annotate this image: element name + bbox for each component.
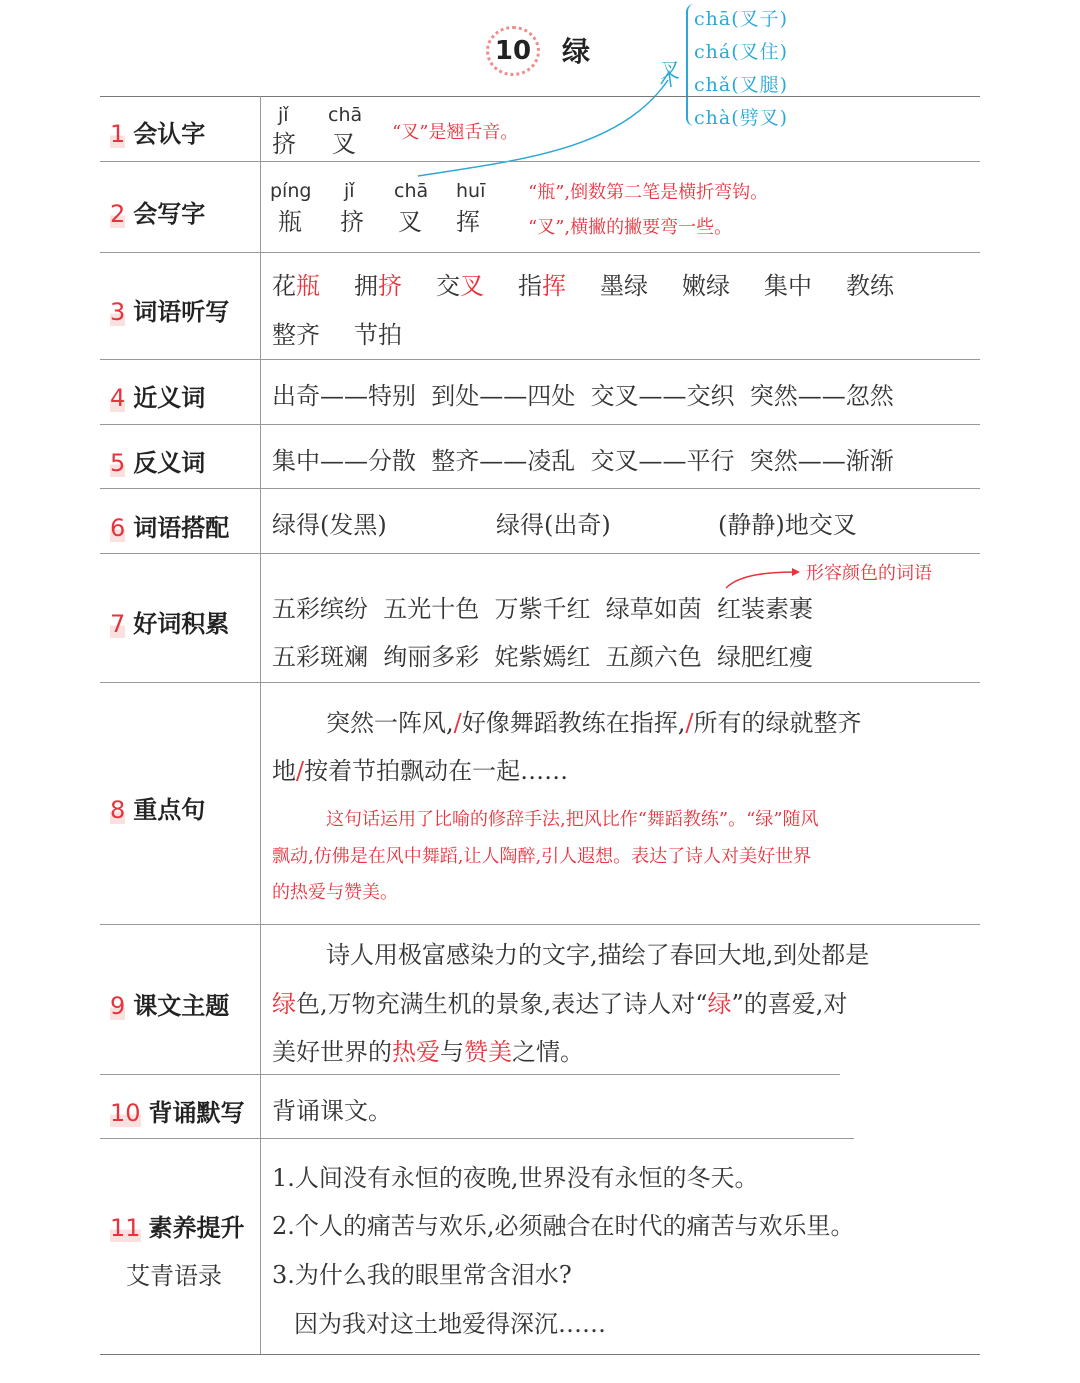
pinyin: huī xyxy=(456,180,486,202)
reading-item: chā(叉子) xyxy=(694,8,789,30)
char: 瓶 xyxy=(278,208,302,236)
row-label-3: 3 词语听写 xyxy=(110,298,230,326)
row-divider xyxy=(100,553,980,554)
row-label-5: 5 反义词 xyxy=(110,449,206,477)
row-sublabel: 艾青语录 xyxy=(126,1262,222,1290)
column-divider xyxy=(260,96,261,1354)
row-label-2: 2 会写字 xyxy=(110,200,206,228)
char: 挤 xyxy=(340,208,364,236)
lesson-number: 10 xyxy=(494,36,532,66)
reading-item: chǎ(叉腿) xyxy=(694,74,789,96)
pinyin: jǐ xyxy=(344,180,355,202)
lesson-title: 绿 xyxy=(562,35,591,68)
theme-line: 绿色,万物充满生机的景象,表达了诗人对“绿”的喜爱,对 xyxy=(272,990,848,1018)
word: 整齐 xyxy=(272,321,320,349)
analysis-note: 飘动,仿佛是在风中舞蹈,让人陶醉,引人遐想。表达了诗人对美好世界 xyxy=(272,846,812,867)
row-divider xyxy=(100,424,980,425)
table-top-rule xyxy=(100,96,980,97)
pinyin: píng xyxy=(270,180,312,202)
word: 交叉 xyxy=(436,272,484,300)
char: 叉 xyxy=(332,130,356,158)
word: 墨绿 xyxy=(600,272,648,300)
analysis-note: 的热爱与赞美。 xyxy=(272,882,398,903)
synonym-list: 出奇——特别 到处——四处 交叉——交织 突然——忽然 xyxy=(272,382,894,410)
collocation: 绿得(发黑) xyxy=(272,511,387,539)
row-label-9: 9 课文主题 xyxy=(110,992,230,1020)
row-label-11: 11 素养提升 xyxy=(110,1214,245,1242)
word: 拥挤 xyxy=(354,272,402,300)
pinyin: jǐ xyxy=(278,104,289,126)
row-divider xyxy=(100,1074,840,1075)
quote-line: 因为我对这土地爱得深沉…… xyxy=(294,1310,606,1338)
row2-note: “叉”,横撇的撇要弯一些。 xyxy=(528,217,733,238)
char: 叉 xyxy=(398,208,422,236)
quote-line: 1.人间没有永恒的夜晚,世界没有永恒的冬天。 xyxy=(272,1164,759,1192)
row-label-7: 7 好词积累 xyxy=(110,610,230,638)
analysis-note: 这句话运用了比喻的修辞手法,把风比作“舞蹈教练”。“绿”随风 xyxy=(326,809,819,830)
reading-item: chá(叉住) xyxy=(694,41,789,63)
quote-line: 2.个人的痛苦与欢乐,必须融合在时代的痛苦与欢乐里。 xyxy=(272,1212,855,1240)
pinyin: chā xyxy=(394,180,429,202)
word: 节拍 xyxy=(354,321,402,349)
word: 教练 xyxy=(846,272,894,300)
theme-line: 美好世界的热爱与赞美之情。 xyxy=(272,1038,584,1066)
row-divider xyxy=(100,161,980,162)
word: 指挥 xyxy=(518,272,566,300)
row2-note: “瓶”,倒数第二笔是横折弯钩。 xyxy=(528,182,769,203)
collocation: 绿得(出奇) xyxy=(496,511,611,539)
theme-line: 诗人用极富感染力的文字,描绘了春回大地,到处都是 xyxy=(326,941,870,969)
annotation-arrow xyxy=(720,560,810,590)
word: 花瓶 xyxy=(272,272,320,300)
antonym-list: 集中——分散 整齐——凌乱 交叉——平行 突然——渐渐 xyxy=(272,447,894,475)
char: 挤 xyxy=(272,130,296,158)
color-words-annotation: 形容颜色的词语 xyxy=(806,563,932,584)
key-sentence-line: 突然一阵风,/好像舞蹈教练在指挥,/所有的绿就整齐 xyxy=(326,709,862,737)
row-divider xyxy=(100,252,980,253)
char: 挥 xyxy=(456,208,480,236)
collocation: (静静)地交叉 xyxy=(718,511,857,539)
row-label-6: 6 词语搭配 xyxy=(110,514,230,542)
row-label-10: 10 背诵默写 xyxy=(110,1099,245,1127)
row-label-4: 4 近义词 xyxy=(110,384,206,412)
row1-note: “叉”是翘舌音。 xyxy=(392,122,519,143)
key-sentence-line: 地/按着节拍飘动在一起…… xyxy=(272,757,569,785)
good-words-line: 五彩斑斓 绚丽多彩 姹紫嫣红 五颜六色 绿肥红瘦 xyxy=(272,643,814,671)
row-label-8: 8 重点句 xyxy=(110,796,206,824)
good-words-line: 五彩缤纷 五光十色 万紫千红 绿草如茵 红装素裹 xyxy=(272,595,814,623)
readings-char: 叉 xyxy=(660,58,680,82)
row-divider xyxy=(100,682,980,683)
pinyin: chā xyxy=(328,104,363,126)
row-divider xyxy=(100,488,980,489)
word: 集中 xyxy=(764,272,812,300)
row-divider xyxy=(100,359,980,360)
row-divider xyxy=(100,924,980,925)
recite-text: 背诵课文。 xyxy=(272,1097,392,1125)
reading-item: chà(劈叉) xyxy=(694,107,789,129)
row-divider xyxy=(100,1138,854,1139)
word: 嫩绿 xyxy=(682,272,730,300)
table-bottom-rule xyxy=(100,1354,980,1355)
row-label-1: 1 会认字 xyxy=(110,120,206,148)
quote-line: 3.为什么我的眼里常含泪水? xyxy=(272,1261,572,1289)
